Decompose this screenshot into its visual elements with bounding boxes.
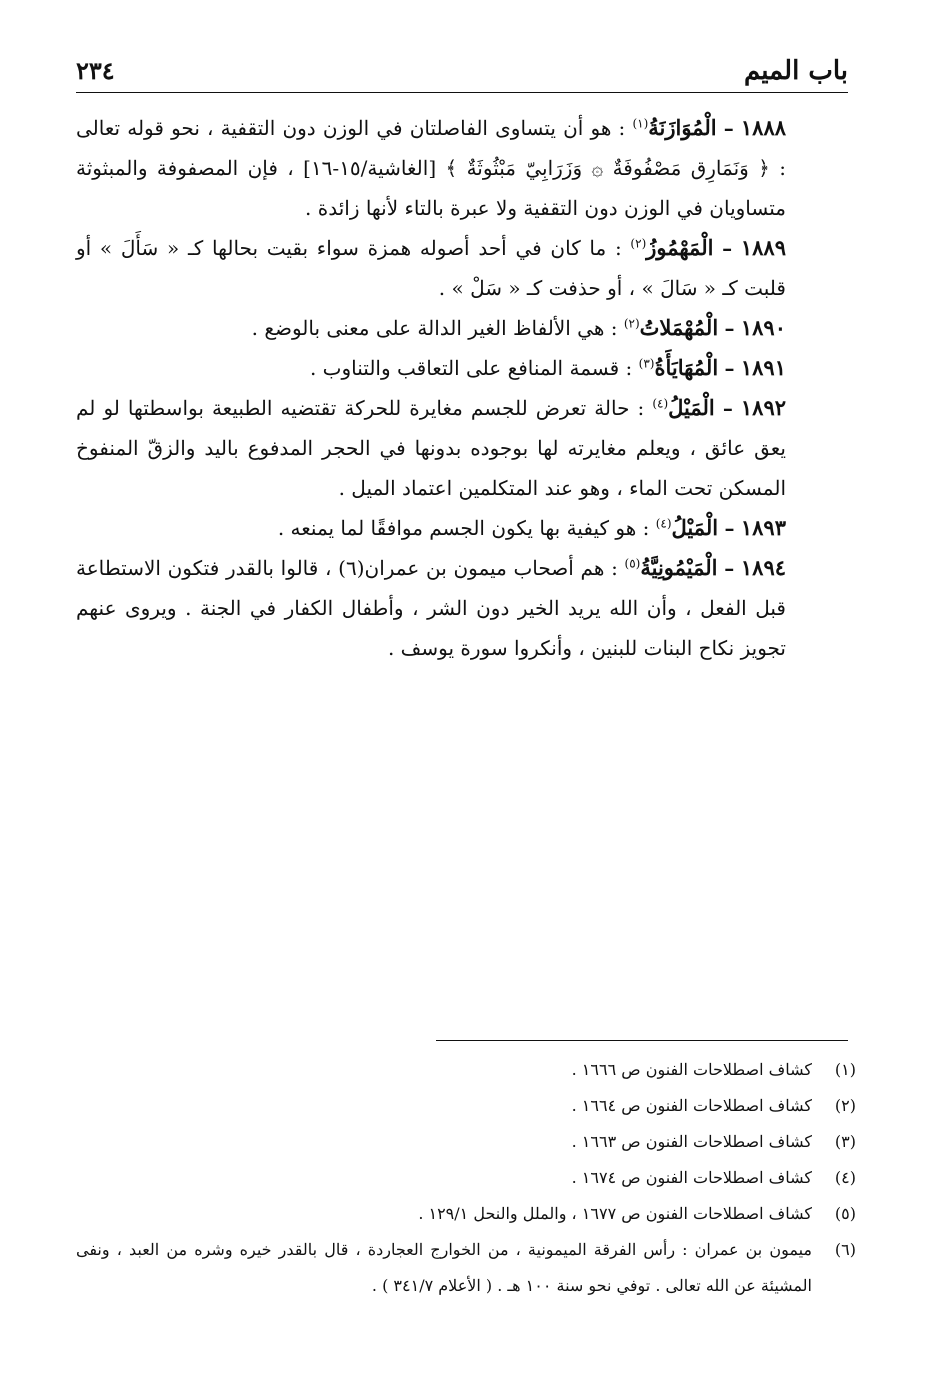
footnote-marker: (٥) <box>834 1204 856 1223</box>
entry-definition: : هم أصحاب ميمون بن عمران(٦) ، قالوا بالقدر فتكون الاستطاعة قبل الفعل ، وأن الله يريد الخير دون الشر ، وأطفال الكفار في الجنة . ويروى عنهم تجويز نكاح البنات للبنين ، وأنكروا سورة يوسف . <box>76 556 786 660</box>
entry-number: ١٨٩١ <box>740 355 786 380</box>
entry-1891 <box>76 348 848 388</box>
footnote-ref[interactable]: (١) <box>632 116 649 131</box>
entry-dash: – <box>724 356 735 380</box>
entry-term: الْمَهْمُوزُ <box>646 235 714 260</box>
footnote-text: كشاف اصطلاحات الفنون ص ١٦٦٣ . <box>571 1132 812 1151</box>
footnote-ref[interactable]: (٢) <box>630 236 647 251</box>
entry-1889 <box>76 228 848 308</box>
entry-dash: – <box>724 316 735 340</box>
footnote-6 <box>76 1232 856 1304</box>
entry-definition: : حالة تعرض للجسم مغايرة للحركة تقتضيه الطبيعة بواسطتها لو لم يعق عائق ، ويعلم مغايرته لها بوجوده بدونها في الحجر المدفوع باليد والزقّ المنفوخ المسكن تحت الماء ، وهو عند المتكلمين اعتماد الميل . <box>76 396 786 500</box>
entry-dash: – <box>724 516 735 540</box>
footnote-ref[interactable]: (٤) <box>652 396 669 411</box>
footnote-divider <box>436 1040 848 1041</box>
entry-term: الْمَيْلُ <box>671 515 719 540</box>
entry-definition: : هي الألفاظ الغير الدالة على معنى بالوضع . <box>251 316 618 340</box>
entry-definition: : هو أن يتساوى الفاصلتان في الوزن دون التقفية ، نحو قوله تعالى : ﴿ وَنَمَارِق مَصْفُوفَةٌ ۞ وَزَرَابِيّ مَبْثُوثَةٌ ﴾ [الغاشية/١٥-١٦] ، فإن المصفوفة والمبثوثة متساويان في الوزن دون التقفية ولا عبرة بالتاء لأنها زائدة . <box>76 116 786 220</box>
footnote-1 <box>76 1052 856 1088</box>
footnote-marker: (٦) <box>834 1240 856 1259</box>
footnote-marker: (٢) <box>834 1096 856 1115</box>
running-title: باب الميم <box>743 56 848 86</box>
footnote-3 <box>76 1124 856 1160</box>
entry-1893 <box>76 508 848 548</box>
footnote-marker: (٤) <box>834 1168 856 1187</box>
footnote-4 <box>76 1160 856 1196</box>
entry-1892 <box>76 388 848 508</box>
entry-term: الْمَيْلُ <box>668 395 715 420</box>
footnotes <box>76 1052 856 1304</box>
footnote-text: ميمون بن عمران : رأس الفرقة الميمونية ، من الخوارج العجاردة ، قال بالقدر خيره وشره من العبد ، ونفى المشيئة عن الله تعالى . توفي نحو سنة ١٠٠ هـ . ( الأعلام ٣٤١/٧ ) . <box>76 1240 812 1295</box>
entry-number: ١٨٩٣ <box>740 515 786 540</box>
entry-term: الْمَيْمُونِيَّةُ <box>640 555 718 580</box>
entry-definition: : ما كان في أحد أصوله همزة سواء بقيت بحالها كـ « سَأَلَ » أو قلبت كـ « سَالَ » ، أو حذفت كـ « سَلْ » . <box>76 236 786 300</box>
footnote-text: كشاف اصطلاحات الفنون ص ١٦٧٤ . <box>571 1168 812 1187</box>
footnote-ref[interactable]: (٥) <box>624 556 641 571</box>
entry-dash: – <box>724 556 735 580</box>
page-header <box>76 52 848 93</box>
footnote-ref[interactable]: (٣) <box>638 356 655 371</box>
entry-definition: : هو كيفية بها يكون الجسم موافقًا لما يمنعه . <box>277 516 650 540</box>
footnote-2 <box>76 1088 856 1124</box>
footnote-5 <box>76 1196 856 1232</box>
entry-number: ١٨٩٠ <box>740 315 786 340</box>
entry-term: الْمُوَازَنَةُ <box>648 115 717 140</box>
entry-number: ١٨٩٤ <box>740 555 787 580</box>
footnote-text: كشاف اصطلاحات الفنون ص ١٦٦٦ . <box>571 1060 812 1079</box>
entry-number: ١٨٨٩ <box>740 235 786 260</box>
entry-term: الْمُهْمَلاتُ <box>639 315 719 340</box>
main-text <box>76 108 848 668</box>
entry-definition: : قسمة المنافع على التعاقب والتناوب . <box>309 356 633 380</box>
footnote-ref[interactable]: (٤) <box>655 516 672 531</box>
entry-1888 <box>76 108 848 228</box>
entry-number: ١٨٨٨ <box>740 115 787 140</box>
entry-dash: – <box>723 116 734 140</box>
footnote-marker: (٣) <box>834 1132 856 1151</box>
footnote-text: كشاف اصطلاحات الفنون ص ١٦٧٧ ، والملل والنحل ١٢٩/١ . <box>418 1204 812 1223</box>
entry-1894 <box>76 548 848 668</box>
entry-1890 <box>76 308 848 348</box>
entry-term: الْمُهَايَأَةُ <box>654 355 719 380</box>
entry-number: ١٨٩٢ <box>740 395 787 420</box>
footnote-ref[interactable]: (٢) <box>623 316 640 331</box>
footnote-text: كشاف اصطلاحات الفنون ص ١٦٦٤ . <box>571 1096 812 1115</box>
footnote-marker: (١) <box>834 1060 856 1079</box>
page-number: ٢٣٤ <box>76 56 115 85</box>
entry-dash: – <box>722 236 733 260</box>
entry-dash: – <box>722 396 733 420</box>
